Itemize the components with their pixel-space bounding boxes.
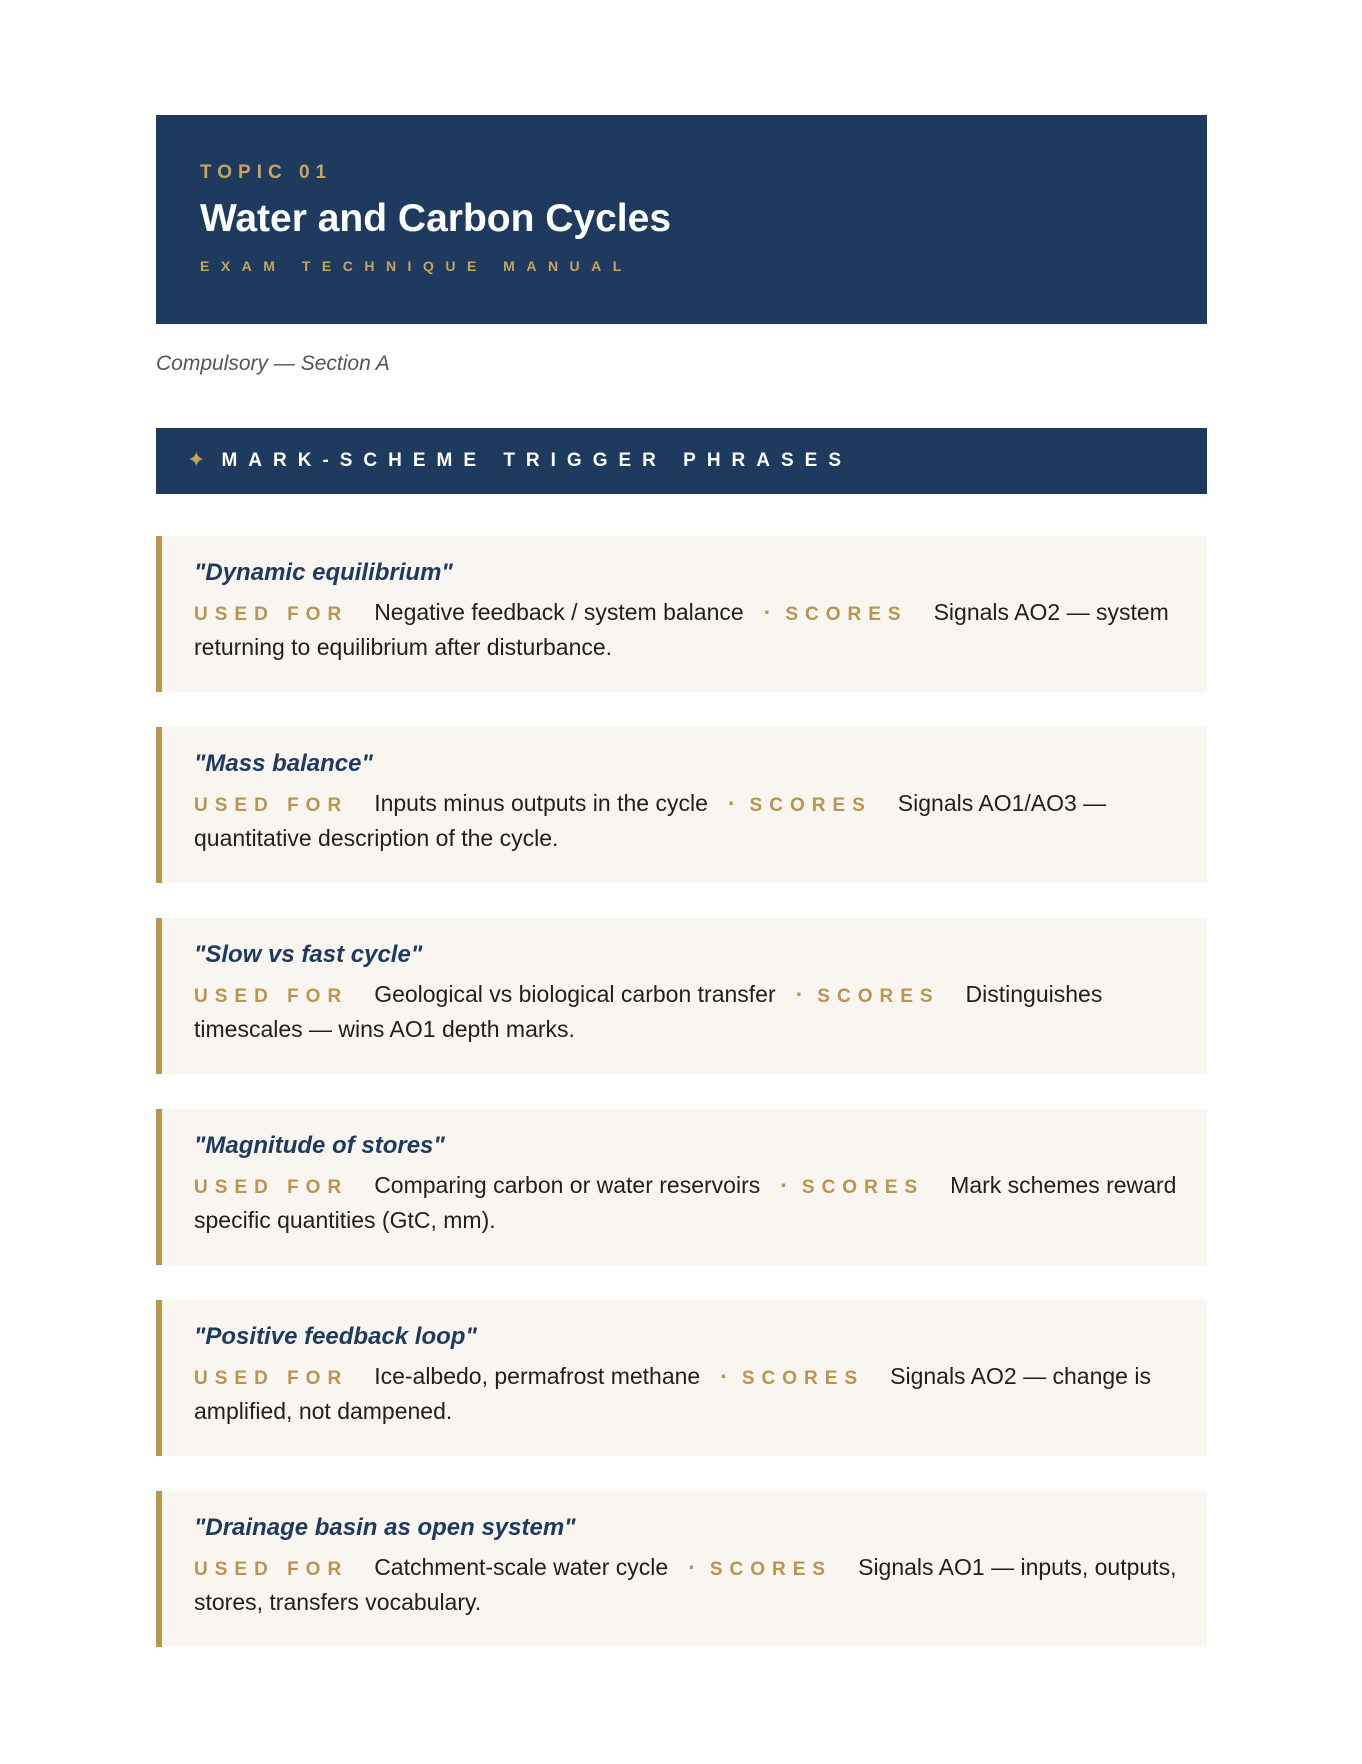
document-page <box>156 115 1207 1682</box>
used-for-text: Ice-albedo, permafrost methane <box>374 1363 701 1389</box>
separator-dot: · <box>688 1554 696 1580</box>
section-note: Compulsory — Section A <box>156 352 390 375</box>
phrase-title: "Mass balance" <box>194 750 373 777</box>
scores-text: Mark schemes reward specific quantities (GtC, mm). <box>194 1172 1177 1233</box>
phrase-body <box>194 787 1177 855</box>
page-subtitle: EXAM TECHNIQUE MANUAL <box>200 258 633 274</box>
used-for-label: USED FOR <box>194 1177 349 1198</box>
used-for-text: Geological vs biological carbon transfer <box>374 981 776 1007</box>
scores-text: Signals AO2 — change is amplified, not dampened. <box>194 1363 1151 1424</box>
used-for-label: USED FOR <box>194 986 349 1007</box>
used-for-label: USED FOR <box>194 1559 349 1580</box>
phrase-card <box>156 1491 1207 1647</box>
phrase-body <box>194 978 1177 1046</box>
scores-label: SCORES <box>741 1368 865 1389</box>
used-for-label: USED FOR <box>194 1368 349 1389</box>
phrase-body <box>194 1169 1177 1237</box>
separator-dot: · <box>763 599 772 625</box>
separator-dot: · <box>727 790 736 816</box>
phrase-title: "Drainage basin as open system" <box>194 1514 576 1541</box>
phrase-card <box>156 918 1207 1074</box>
scores-text: Signals AO1/AO3 — quantitative description of the cycle. <box>194 790 1107 851</box>
scores-text: Signals AO1 — inputs, outputs, stores, transfers vocabulary. <box>194 1554 1177 1615</box>
phrase-title: "Slow vs fast cycle" <box>194 941 423 968</box>
scores-label: SCORES <box>749 795 872 816</box>
scores-label: SCORES <box>785 604 908 625</box>
used-for-label: USED FOR <box>194 604 349 625</box>
phrase-card <box>156 727 1207 883</box>
phrase-card <box>156 1109 1207 1265</box>
scores-text: Distinguishes timescales — wins AO1 depth marks. <box>194 981 1103 1042</box>
phrase-title: "Positive feedback loop" <box>194 1323 477 1350</box>
phrase-card <box>156 1300 1207 1456</box>
scores-text: Signals AO2 — system returning to equilibrium after disturbance. <box>194 599 1169 660</box>
section-heading-bar <box>156 428 1207 494</box>
separator-dot: · <box>720 1363 728 1389</box>
sparkle-icon: ✦ <box>187 448 206 473</box>
page-title: Water and Carbon Cycles <box>200 197 672 240</box>
separator-dot: · <box>780 1172 788 1198</box>
used-for-text: Catchment-scale water cycle <box>374 1554 669 1580</box>
phrase-body <box>194 1551 1177 1619</box>
scores-label: SCORES <box>817 986 940 1007</box>
phrase-body <box>194 596 1177 664</box>
used-for-text: Negative feedback / system balance <box>374 599 744 625</box>
phrase-body <box>194 1360 1177 1428</box>
scores-label: SCORES <box>709 1559 833 1580</box>
used-for-text: Inputs minus outputs in the cycle <box>374 790 708 816</box>
phrase-title: "Magnitude of stores" <box>194 1132 445 1159</box>
topic-kicker: TOPIC 01 <box>200 162 333 183</box>
phrase-title: "Dynamic equilibrium" <box>194 559 453 586</box>
topic-header <box>156 115 1207 324</box>
used-for-label: USED FOR <box>194 795 349 816</box>
used-for-text: Comparing carbon or water reservoirs <box>374 1172 761 1198</box>
phrase-card <box>156 536 1207 692</box>
section-heading: MARK-SCHEME TRIGGER PHRASES <box>221 450 853 471</box>
scores-label: SCORES <box>801 1177 925 1198</box>
separator-dot: · <box>795 981 804 1007</box>
phrase-list <box>156 536 1207 1647</box>
